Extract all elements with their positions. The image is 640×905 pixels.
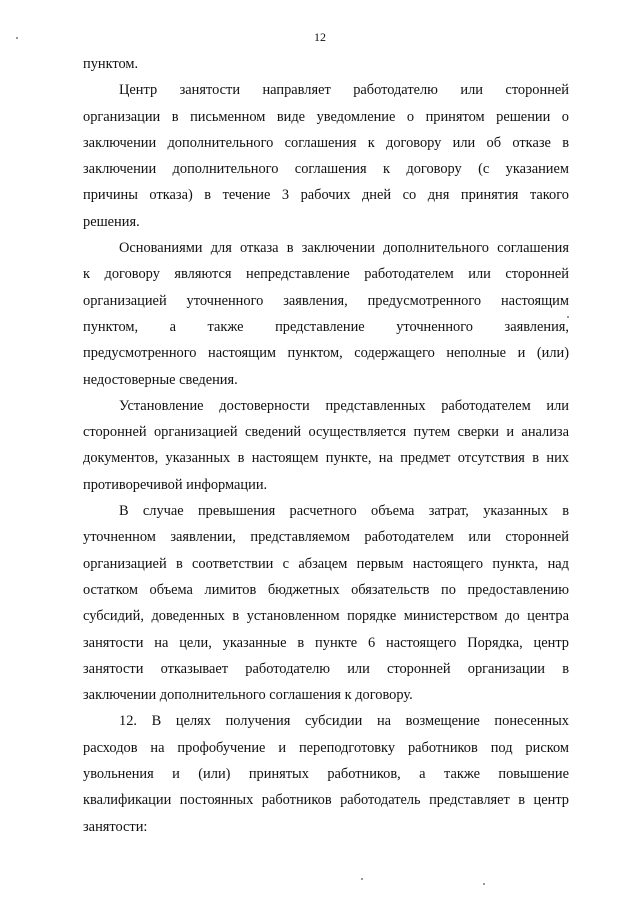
paragraph	[83, 393, 569, 498]
text-line: расходов на профобучение и переподготовку работников под риском	[83, 739, 569, 756]
paragraph	[83, 708, 569, 839]
paragraph	[83, 235, 569, 393]
text-line: заключении дополнительного соглашения к договору (с указанием	[83, 161, 569, 178]
text-line: 12. В целях получения субсидии на возмещение понесенных	[119, 713, 569, 730]
text-line: противоречивой информации.	[83, 476, 268, 493]
text-line: занятости на цели, указанные в пункте 6 настоящего Порядка, центр	[83, 634, 569, 651]
scan-speck	[567, 316, 569, 318]
text-line: пунктом.	[83, 56, 139, 72]
paragraph	[83, 51, 569, 77]
text-line: причины отказа) в течение 3 рабочих дней со дня принятия такого	[83, 187, 569, 204]
text-line: организации в письменном виде уведомление о принятом решении о	[83, 108, 569, 125]
text-line: Центр занятости направляет работодателю или сторонней	[119, 82, 569, 99]
text-line: субсидий, доведенных в установленном порядке министерством до центра	[83, 608, 569, 625]
text-line: Основаниями для отказа в заключении дополнительного соглашения	[119, 240, 569, 257]
paragraph	[83, 77, 569, 235]
scan-speck	[483, 883, 485, 885]
text-line: занятости отказывает работодателю или сторонней организации в	[83, 660, 569, 677]
scan-speck	[16, 37, 18, 39]
text-line: заключении дополнительного соглашения к договору или об отказе в	[83, 134, 569, 151]
text-line: остатком объема лимитов бюджетных обязательств по предоставлению	[83, 581, 569, 598]
document-body	[83, 51, 569, 840]
text-line: пунктом, а также представление уточненного заявления,	[83, 318, 569, 335]
text-line: предусмотренного настоящим пунктом, содержащего неполные и (или)	[83, 345, 569, 362]
text-line: организацией в соответствии с абзацем первым настоящего пункта, над	[83, 555, 569, 572]
text-line: документов, указанных в настоящем пункте, на предмет отсутствия в них	[83, 450, 569, 467]
text-line: заключении дополнительного соглашения к договору.	[83, 687, 413, 704]
text-line: решения.	[83, 213, 140, 230]
text-line: уточненном заявлении, представляемом работодателем или сторонней	[83, 529, 569, 546]
text-line: квалификации постоянных работников работодатель представляет в центр	[83, 792, 569, 809]
page-number: 12	[314, 30, 326, 44]
text-line: организацией уточненного заявления, предусмотренного настоящим	[83, 292, 569, 309]
text-line: к договору являются непредставление работодателем или сторонней	[83, 266, 569, 283]
text-line: Установление достоверности представленных работодателем или	[119, 397, 569, 414]
text-line: занятости:	[83, 818, 148, 835]
text-line: недостоверные сведения.	[83, 371, 238, 388]
scan-speck	[361, 878, 363, 880]
text-line: увольнения и (или) принятых работников, а также повышение	[83, 766, 569, 783]
paragraph	[83, 498, 569, 708]
text-line: сторонней организацией сведений осуществляется путем сверки и анализа	[83, 424, 569, 441]
text-line: В случае превышения расчетного объема затрат, указанных в	[119, 503, 569, 520]
